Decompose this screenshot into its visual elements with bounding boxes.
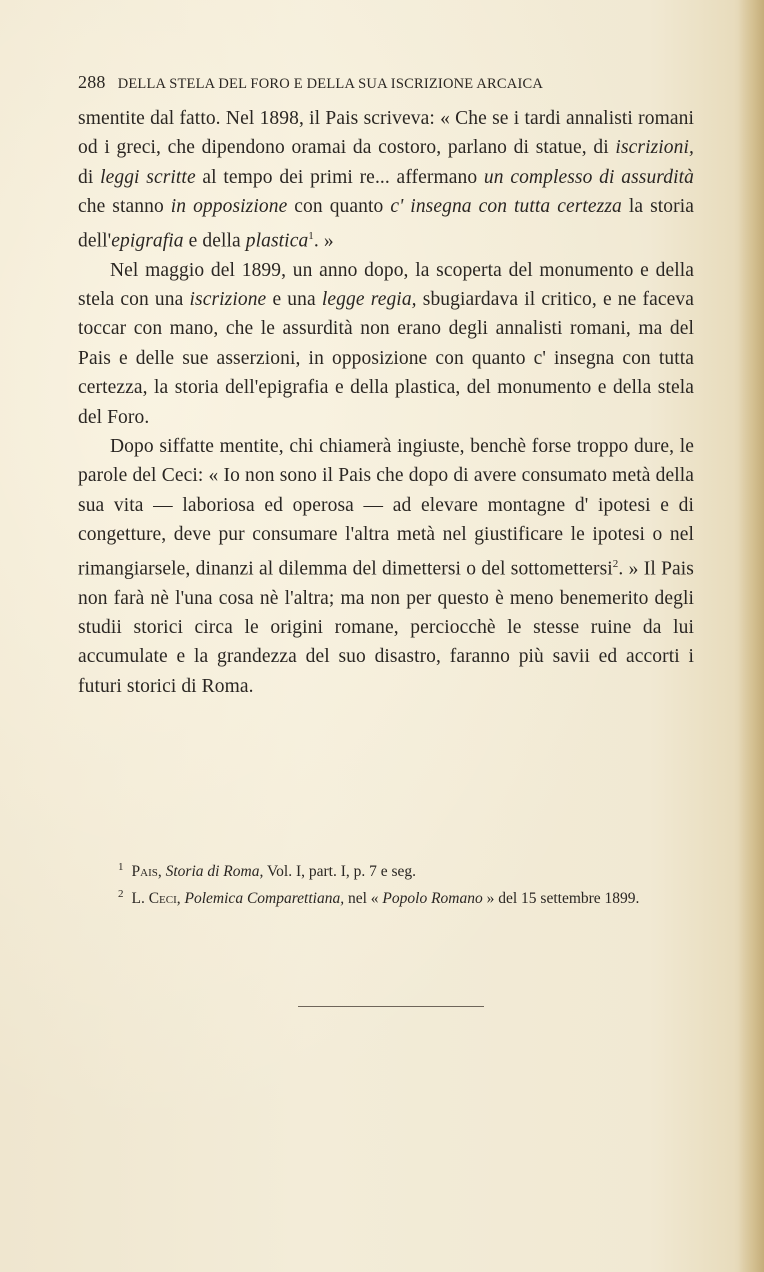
- running-title: DELLA STELA DEL FORO E DELLA SUA ISCRIZIONE ARCAICA: [117, 76, 544, 92]
- footnote-text: nel «: [344, 890, 383, 908]
- text-run: che stanno: [78, 196, 171, 218]
- text-run: e una: [266, 288, 322, 310]
- text-run: e della: [183, 230, 246, 252]
- footnote-title: Popolo Romano: [382, 890, 483, 908]
- page-edge-shading: [738, 0, 764, 1272]
- footnote-mark: 2: [118, 888, 124, 901]
- footnote-2: [78, 883, 694, 910]
- italic-run: epigrafia: [111, 230, 184, 252]
- footnote-title: Storia di Roma,: [165, 863, 264, 881]
- text-run: con quanto: [287, 196, 391, 218]
- italic-run: iscrizione: [189, 288, 267, 310]
- italic-run: iscrizioni,: [615, 137, 694, 159]
- text-run: . »: [313, 230, 334, 252]
- text-run: di: [78, 166, 101, 188]
- italic-run: legge regia,: [321, 288, 417, 310]
- italic-run: c' insegna con tutta certezza: [390, 196, 622, 218]
- footnote-author: Pais,: [131, 863, 162, 881]
- paragraph-2: [78, 256, 694, 432]
- italic-run: un complesso di assurdità: [483, 166, 694, 188]
- paragraph-1: [78, 104, 694, 256]
- footnote-author: L. Ceci,: [131, 890, 181, 908]
- footnote-text: Vol. I, part. I, p. 7 e seg.: [263, 863, 417, 881]
- italic-run: in opposizione: [170, 196, 288, 218]
- footnote-text: » del 15 settembre 1899.: [482, 890, 640, 908]
- page-number: 288: [78, 72, 106, 92]
- bottom-rule: [298, 1006, 484, 1007]
- text-run: al tempo dei primi re... affermano: [195, 166, 484, 188]
- main-text: [78, 104, 694, 701]
- italic-run: plastica: [245, 230, 309, 252]
- text-run: Dopo siffatte mentite, chi chiamerà ingiuste, benchè forse troppo dure, le parole del Ceci: « Io non sono il Pais che dopo di avere consumato metà della sua vita — laboriosa ed operosa — ad elevare montagne d' ipotesi e di congetture, deve pur consumare l'altra metà nel giustificare le ipotesi o nel rimangiarsele, dinanzi al dilemma del dimettersi o del sottomettersi: [78, 435, 694, 580]
- footnote-1: [78, 856, 694, 883]
- footnote-ref-1[interactable]: 1: [308, 229, 314, 242]
- text-run: la storia dell': [78, 196, 694, 252]
- running-header: [78, 72, 678, 93]
- footnotes: [78, 856, 694, 910]
- text-run: Nel maggio del 1899, un anno dopo, la scoperta del monumento e della stela con una: [78, 259, 694, 310]
- footnote-mark: 1: [118, 861, 124, 873]
- italic-run: leggi scritte: [100, 166, 196, 188]
- text-run: sbugiardava il critico, e ne faceva toccar con mano, che le assurdità non erano degli annalisti romani, ma del Pais e delle sue asserzioni, in opposizione con quanto c' insegna con tutta certezza, la storia dell'epigrafia e della plastica, del monumento e della stela del Foro.: [78, 288, 694, 428]
- text-run: smentite dal fatto. Nel 1898, il Pais scriveva: « Che se i tardi annalisti romani od i greci, che dipendono oramai da costoro, parlano di statue, di: [78, 108, 694, 159]
- paragraph-3: [78, 432, 694, 701]
- footnote-title: Polemica Comparettiana,: [184, 890, 345, 908]
- text-run: . » Il Pais non farà nè l'una cosa nè l'altra; ma non per questo è meno benemerito degli studii storici circa le origini romane, perciocchè le stesse ruine da lui accumulate e la grandezza del suo disastro, faranno più savii ed accorti i futuri storici di Roma.: [78, 558, 694, 697]
- footnote-ref-2[interactable]: 2: [612, 557, 619, 570]
